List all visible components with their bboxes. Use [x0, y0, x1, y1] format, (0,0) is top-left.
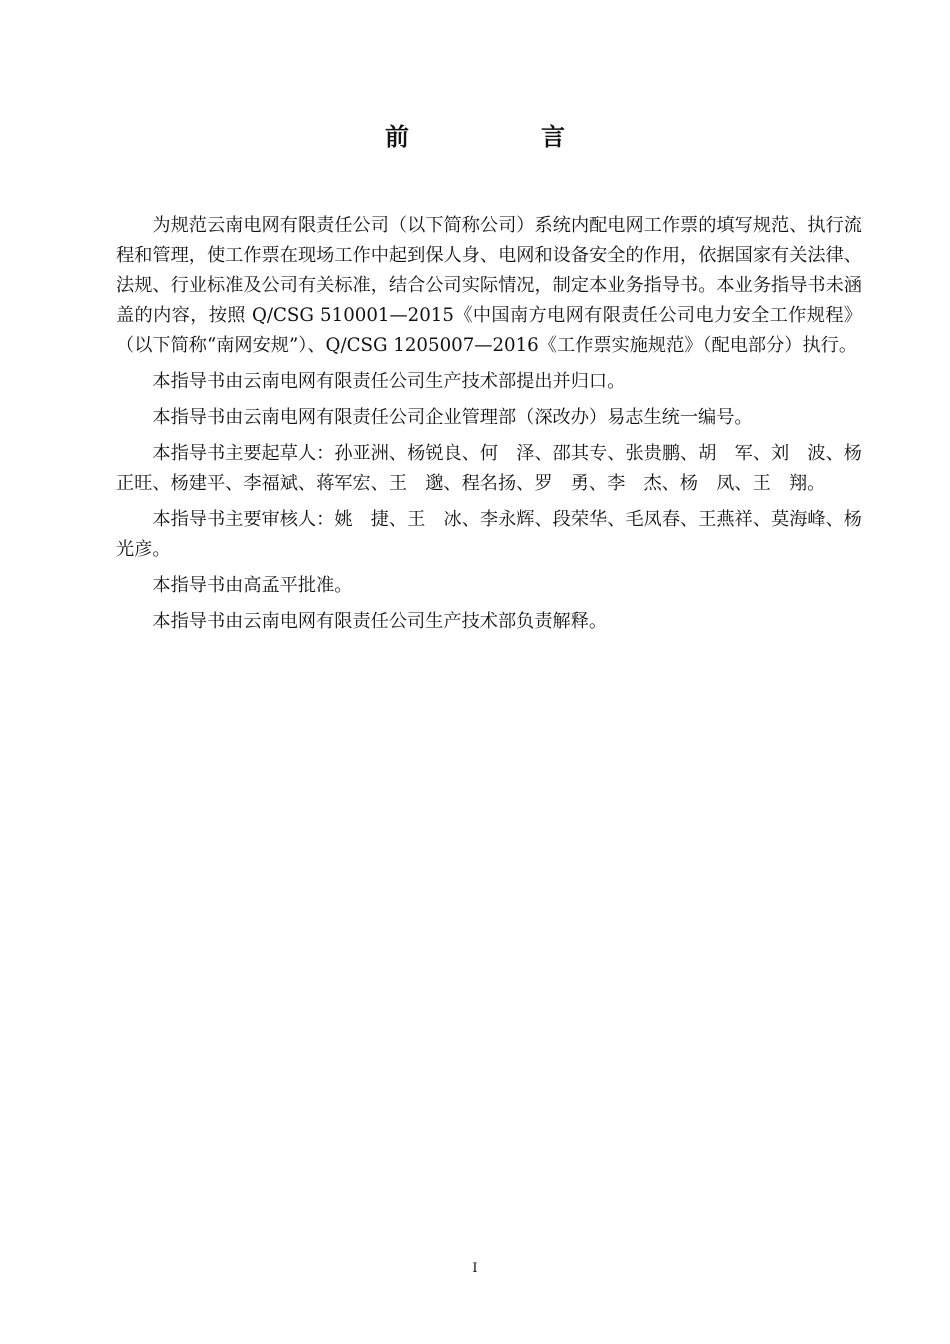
- paragraph-numbering: 本指导书由云南电网有限责任公司企业管理部（深改办）易志生统一编号。: [152, 407, 753, 428]
- page-title: 前 言: [385, 122, 619, 151]
- paragraph-proposer: 本指导书由云南电网有限责任公司生产技术部提出并归口。: [152, 371, 626, 392]
- page-number: I: [472, 1261, 478, 1276]
- paragraph-drafters: 本指导书主要起草人：孙亚洲、杨锐良、何 泽、邵其专、张贵鹏、胡 军、刘 波、杨正旺、杨建平、李福斌、蒋军宏、王 邈、程名扬、罗 勇、李 杰、杨 凤、王 翔。: [116, 443, 862, 494]
- preface-body: [116, 211, 862, 643]
- paragraph-reviewers: 本指导书主要审核人：姚 捷、王 冰、李永辉、段荣华、毛凤春、王燕祥、莫海峰、杨光彦。: [116, 509, 862, 560]
- paragraph-purpose: 为规范云南电网有限责任公司（以下简称公司）系统内配电网工作票的填写规范、执行流程和管理，使工作票在现场工作中起到保人身、电网和设备安全的作用，依据国家有关法律、法规、行业标准及公司有关标准，结合公司实际情况，制定本业务指导书。本业务指导书未涵盖的内容，按照 Q/CSG 510001—2015《中国南方电网有限责任公司电力安全工作规程》（以下简称“南网安规”）、Q/CSG 1205007—2016《工作票实施规范》（配电部分）执行。: [116, 215, 862, 356]
- paragraph-approver: 本指导书由高孟平批准。: [152, 575, 353, 596]
- paragraph-interpretation: 本指导书由云南电网有限责任公司生产技术部负责解释。: [152, 611, 608, 632]
